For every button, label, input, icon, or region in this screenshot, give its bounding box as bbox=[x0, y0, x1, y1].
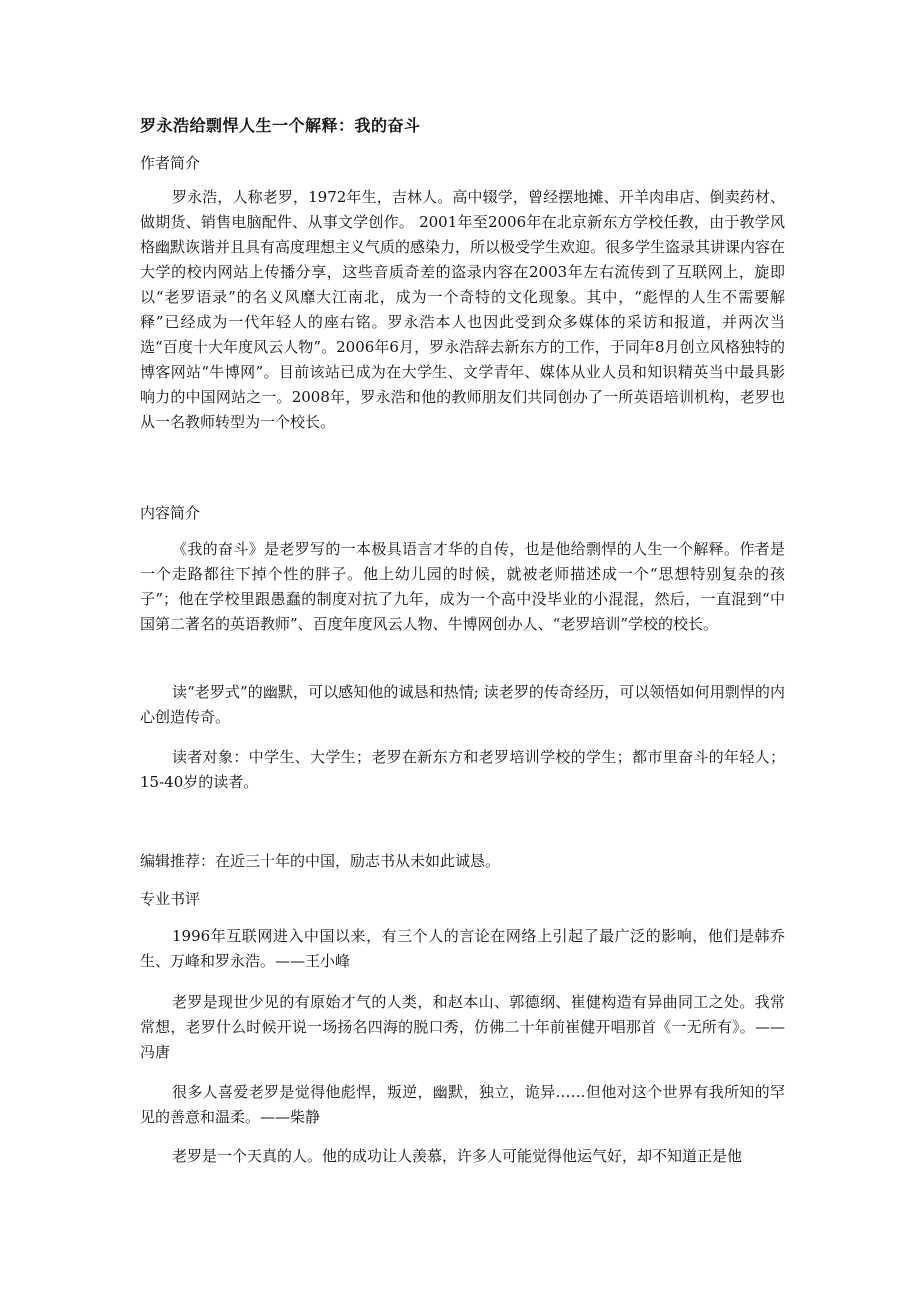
document-title: 罗永浩给剽悍人生一个解释：我的奋斗 bbox=[140, 116, 421, 135]
review-heading: 专业书评 bbox=[140, 890, 201, 908]
review-feng-tang: 老罗是现世少见的有原始才气的人类，和赵本山、郭德纲、崔健构造有异曲同工之处。我常常想，老罗什么时候开说一场扬名四海的脱口秀，仿佛二十年前崔健开唱那首《一无所有》。——冯唐 bbox=[140, 993, 785, 1061]
content-humor-paragraph: 读“老罗式”的幽默，可以感知他的诚恳和热情; 读老罗的传奇经历，可以领悟如何用剽悍的内心创造传奇。 bbox=[140, 683, 785, 726]
author-bio: 罗永浩，人称老罗，1972年生，吉林人。高中辍学，曾经摆地摊、开羊肉串店、倒卖药材、做期货、销售电脑配件、从事文学创作。 2001年至2006年在北京新东方学校任教，由于教学风格幽默诙谐并且具有高度理想主义气质的感染力，所以极受学生欢迎。很多学生盗录其讲课内容在大学的校内网站上传播分享，这些音质奇差的盗录内容在2003年左右流传到了互联网上，旋即以“老罗语录”的名义风靡大江南北，成为一个奇特的文化现象。其中，“彪悍的人生不需要解释”已经成为一代年轻人的座右铭。罗永浩本人也因此受到众多媒体的采访和报道，并两次当选“百度十大年度风云人物”。2006年6月，罗永浩辞去新东方的工作，于同年8月创立风格独特的博客网站“牛博网”。目前该站已成为在大学生、文学青年、媒体从业人员和知识精英当中最具影响力的中国网站之一。2008年，罗永浩和他的教师朋友们共同创办了一所英语培训机构，老罗也从一名教师转型为一个校长。 bbox=[140, 188, 786, 431]
editor-recommendation: 编辑推荐：在近三十年的中国，励志书从未如此诚恳。 bbox=[140, 852, 501, 870]
target-readers-paragraph: 读者对象：中学生、大学生；老罗在新东方和老罗培训学校的学生；都市里奋斗的年轻人；15-40岁的读者。 bbox=[140, 748, 785, 791]
review-partial-paragraph: 老罗是一个天真的人。他的成功让人羡慕，许多人可能觉得他运气好，却不知道正是他 bbox=[172, 1147, 743, 1165]
content-heading: 内容简介 bbox=[140, 504, 201, 522]
review-wang-xiaofeng: 1996年互联网进入中国以来，有三个人的言论在网络上引起了最广泛的影响，他们是韩乔生、万峰和罗永浩。——王小峰 bbox=[140, 927, 785, 970]
author-heading: 作者简介 bbox=[140, 154, 201, 172]
content-intro-paragraph: 《我的奋斗》是老罗写的一本极具语言才华的自传，也是他给剽悍的人生一个解释。作者是一个走路都往下掉个性的胖子。他上幼儿园的时候，就被老师描述成一个“思想特别复杂的孩子”；他在学校里跟愚蠢的制度对抗了九年，成为一个高中没毕业的小混混，然后，一直混到“中国第二著名的英语教师”、百度年度风云人物、牛博网创办人、“老罗培训”学校的校长。 bbox=[140, 540, 785, 633]
review-chai-jing: 很多人喜爱老罗是觉得他彪悍，叛逆，幽默，独立，诡异……但他对这个世界有我所知的罕见的善意和温柔。——柴静 bbox=[140, 1083, 785, 1126]
